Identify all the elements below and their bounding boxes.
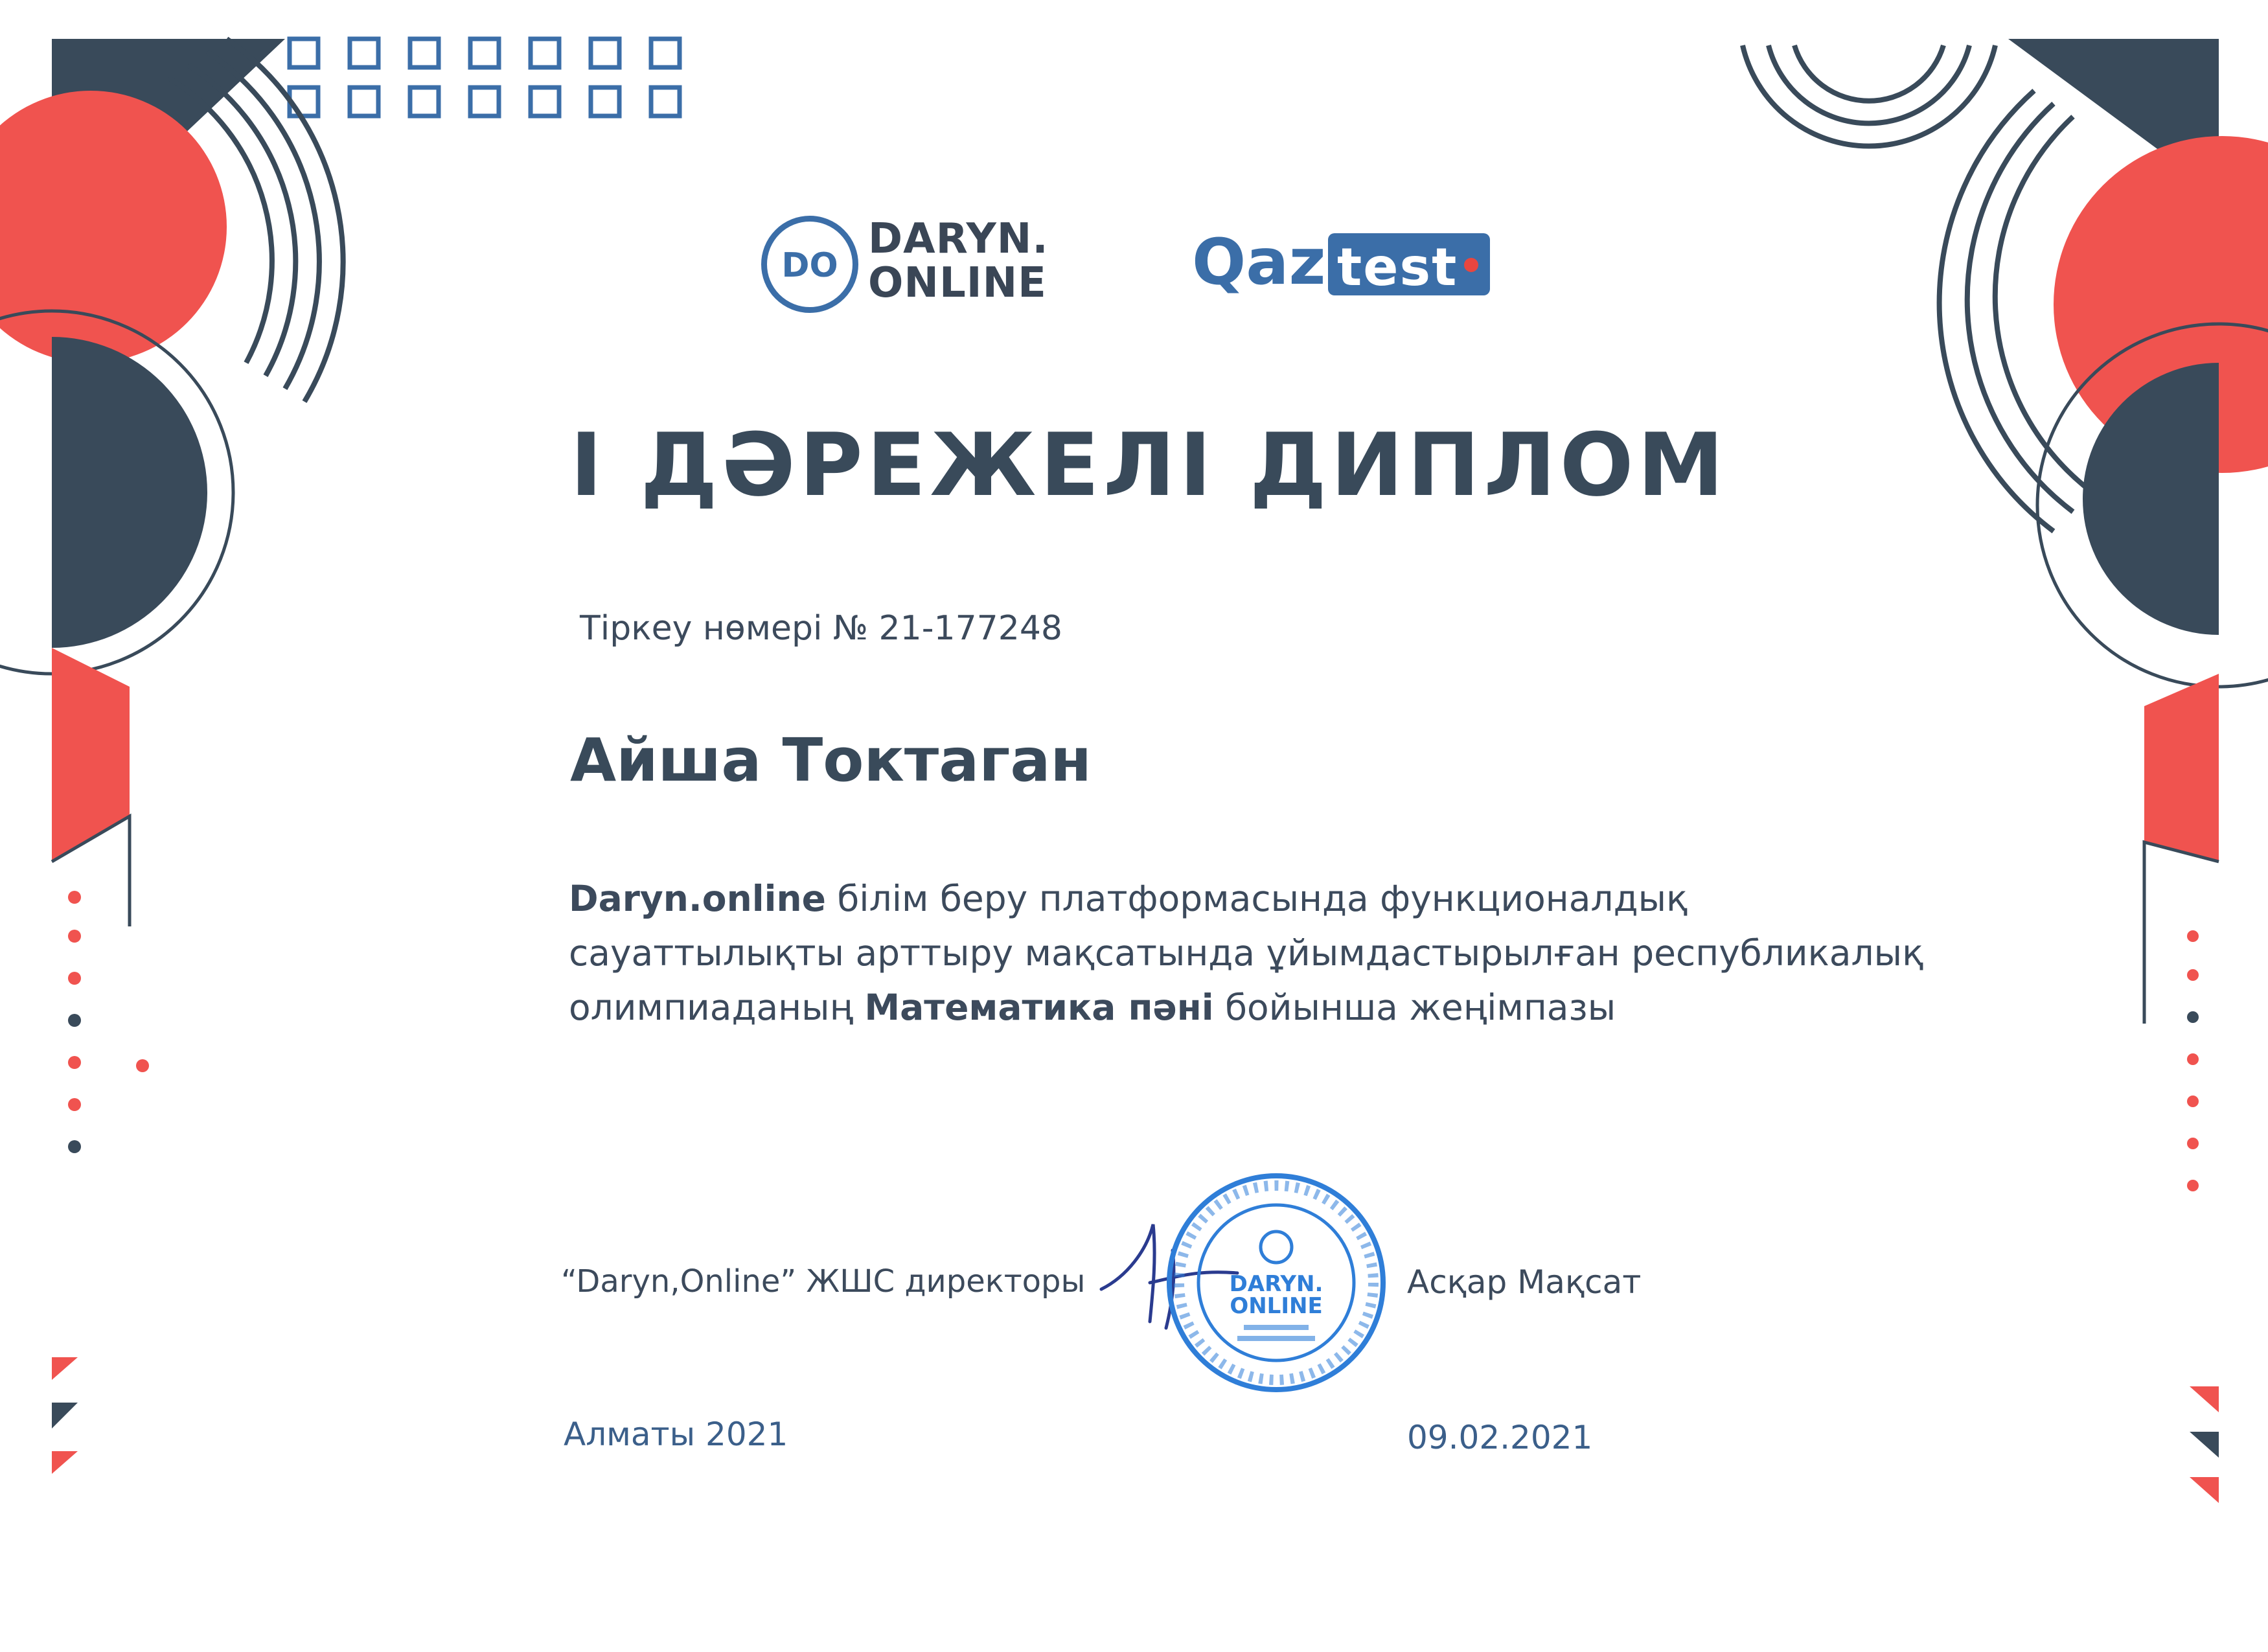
right-decoration	[1743, 39, 2268, 1503]
official-stamp	[1160, 1166, 1393, 1399]
description-text-2: бойынша жеңімпазы	[1213, 987, 1616, 1028]
daryn-logo-line2: ONLINE	[868, 259, 1047, 307]
stamp-text	[1160, 1273, 1393, 1317]
daryn-logo-text	[868, 217, 1049, 305]
stamp-line2: ONLINE	[1230, 1293, 1323, 1319]
daryn-logo-line1: DARYN.	[868, 215, 1049, 263]
issue-date: 09.02.2021	[1407, 1419, 1593, 1456]
registration-number: Тіркеу нөмері № 21-177248	[580, 609, 1062, 648]
diploma-title: I ДӘРЕЖЕЛІ ДИПЛОМ	[570, 415, 1728, 516]
signatory-name: Асқар Мақсат	[1407, 1263, 1642, 1301]
description-text-1: білім беру платформасында функционалдық сауаттылықты арттыру мақсатында ұйымдастырылған республикалық олимпиаданың	[569, 878, 1924, 1028]
left-decoration	[0, 39, 343, 1474]
daryn-online-logo	[761, 211, 1066, 321]
do-mark-icon	[761, 216, 858, 313]
qaztest-suffix: test	[1337, 237, 1458, 297]
issue-city-year: Алматы 2021	[564, 1416, 788, 1453]
award-description	[569, 871, 1929, 1035]
signatory-position: “Daryn,Online” ЖШС директоры	[561, 1263, 1086, 1300]
qaztest-box	[1328, 233, 1490, 295]
square-pattern-icon	[290, 39, 680, 116]
do-mark-text: DO	[781, 246, 838, 285]
qaztest-logo	[1192, 220, 1496, 311]
subject-name: Математика пәні	[864, 987, 1214, 1028]
brand-name: Daryn.online	[569, 878, 826, 919]
qaztest-prefix: Qaz	[1192, 225, 1326, 299]
red-dot-icon	[1464, 258, 1478, 272]
recipient-name: Айша Токтаган	[570, 726, 1092, 795]
stamp-line1: DARYN.	[1229, 1271, 1323, 1297]
